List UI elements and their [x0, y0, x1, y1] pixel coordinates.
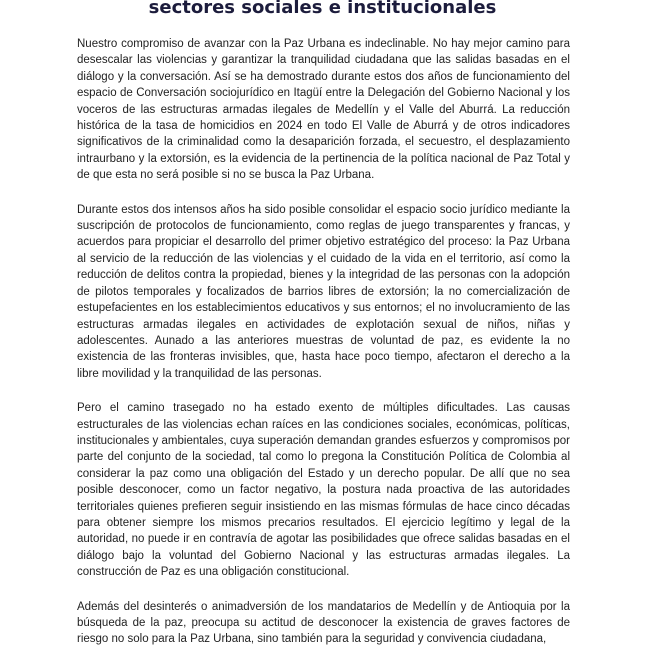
paragraph-4: Además del desinterés o animadversión de los mandatarios de Medellín y de Antioquia por la búsqueda de la paz, preocupa su actitud de desconocer la existencia de graves factores de riesgo no solo para la Paz Urbana, sino también para la seguridad y convivencia ciudadana, — [77, 600, 570, 646]
document-body — [77, 36, 570, 666]
paragraph-1: Nuestro compromiso de avanzar con la Paz Urbana es indeclinable. No hay mejor camino para desescalar las violencias y garantizar la tranquilidad ciudadana que las salidas basadas en el diálogo y la conversación. Así se ha demostrado durante estos dos años de funcionamiento del espacio de Conversación sociojurídico en Itagüí entre la Delegación del Gobierno Nacional y los voceros de las estructuras armadas ilegales de Medellín y el Valle del Aburrá. La reducción histórica de la tasa de homicidios en 2024 en todo El Valle de Aburrá y de otros indicadores significativos de la criminalidad como la desaparición forzada, el secuestro, el desplazamiento intraurbano y la extorsión, es la evidencia de la pertinencia de la política nacional de Paz Total y de que esta no será posible si no se busca la Paz Urbana. — [77, 38, 570, 182]
document-title: sectores sociales e institucionales — [148, 0, 497, 18]
paragraph-2: Durante estos dos intensos años ha sido posible consolidar el espacio socio jurídico mediante la suscripción de protocolos de funcionamiento, como reglas de juego transparentes y francas, y acuerdos para propiciar el desarrollo del primer objetivo estratégico del proceso: la Paz Urbana al servicio de la reducción de las violencias y el cuidado de la vida en el territorio, así como la reducción de delitos contra la propiedad, bienes y la integridad de las personas con la adopción de pilotos temporales y focalizados de barrios libres de extorsión; la no comercialización de estupefacientes en los establecimientos educativos y sus entornos; el no involucramiento de las estructuras armadas ilegales en actividades de explotación sexual de niños, niñas y adolescentes. Aunado a las anteriores muestras de voluntad de paz, es evidente la no existencia de las fronteras invisibles, que, hasta hace poco tiempo, afectaron el derecho a la libre movilidad y la tranquilidad de las personas. — [77, 203, 570, 380]
paragraph-3: Pero el camino trasegado no ha estado exento de múltiples dificultades. Las causas estructurales de las violencias echan raíces en las condiciones sociales, económicas, políticas, institucionales y ambientales, cuya superación demandan grandes esfuerzos y compromisos por parte del conjunto de la sociedad, tal como lo pregona la Constitución Política de Colombia al considerar la paz como una obligación del Estado y un derecho popular. De allí que no sea posible desconocer, como un factor negativo, la postura nada proactiva de las autoridades territoriales quienes prefieren seguir insistiendo en las mismas fórmulas de hace cinco décadas para obtener siempre los mismos precarios resultados. El ejercicio legítimo y legal de la autoridad, no puede ir en contravía de agotar las posibilidades que ofrece salidas basadas en el diálogo bajo la voluntad del Gobierno Nacional y las estructuras armadas ilegales. La construcción de Paz es una obligación constitucional. — [77, 402, 570, 579]
